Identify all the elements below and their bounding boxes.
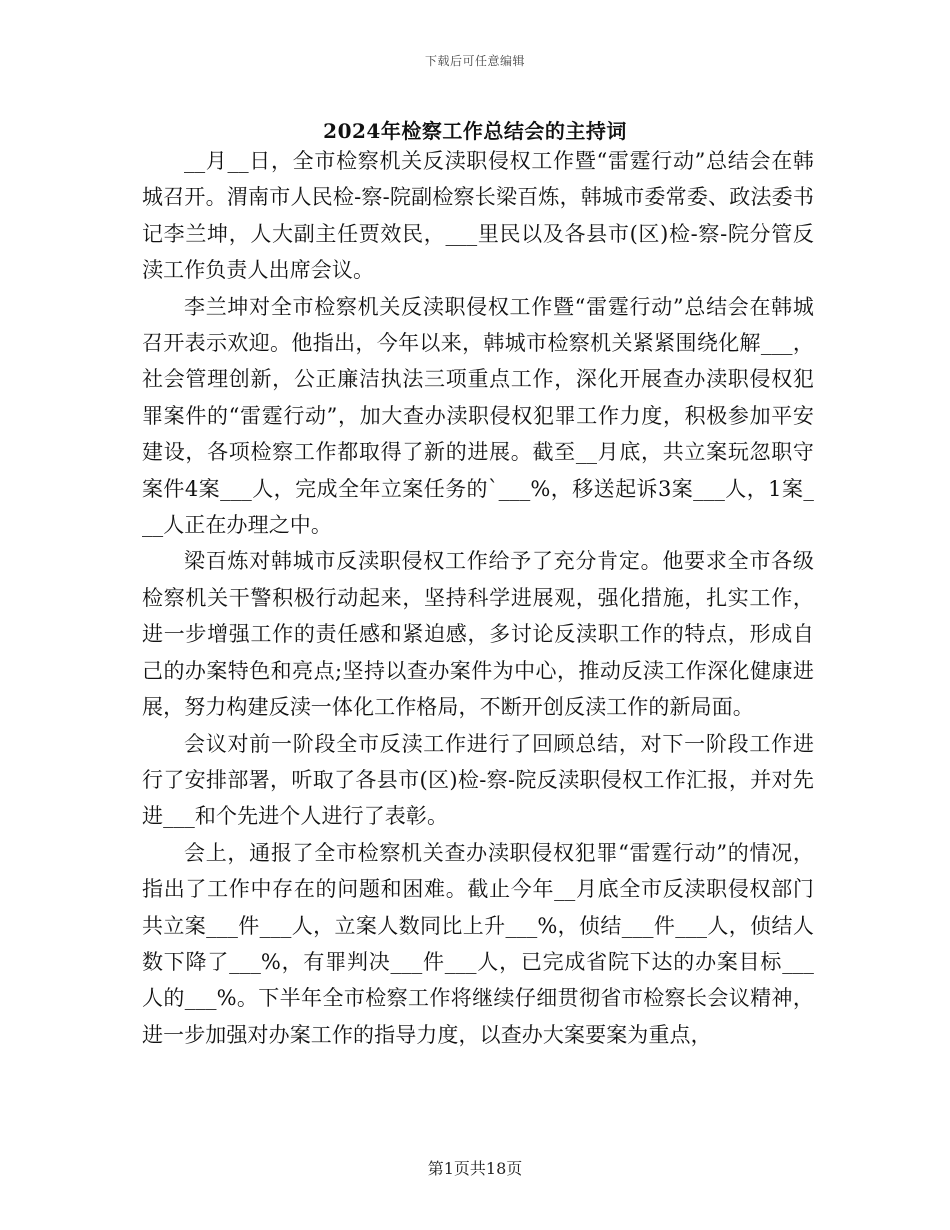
document-title: 2024年检察工作总结会的主持词 <box>323 119 627 143</box>
paragraph-2: 李兰坤对全市检察机关反渎职侵权工作暨“雷霆行动”总结会在韩城召开表示欢迎。他指出，今年以来，韩城市检察机关紧紧围绕化解___，社会管理创新，公正廉洁执法三项重点工作，深化开展查办渎职侵权犯罪案件的“雷霆行动”，加大查办渎职侵权犯罪工作力度，积极参加平安建设，各项检察工作都取得了新的进展。截至__月底，共立案玩忽职守案件4案___人，完成全年立案任务的`___%，移送起诉3案___人，1案___人正在办理之中。 <box>142 294 814 538</box>
document-body <box>142 143 814 1053</box>
paragraph-1: __月__日，全市检察机关反渎职侵权工作暨“雷霆行动”总结会在韩城召开。渭南市人民检-察-院副检察长梁百炼，韩城市委常委、政法委书记李兰坤，人大副主任贾效民，___里民以及各县市(区)检-察-院分管反渎工作负责人出席会议。 <box>142 149 814 283</box>
paragraph-5: 会上，通报了全市检察机关查办渎职侵权犯罪“雷霆行动”的情况，指出了工作中存在的问题和困难。截止今年__月底全市反渎职侵权部门共立案___件___人，立案人数同比上升___%，侦结___件___人，侦结人数下降了___%，有罪判决___件___人，已完成省院下达的办案目标___人的___%。下半年全市检察工作将继续仔细贯彻省市检察长会议精神，进一步加强对办案工作的指导力度，以查办大案要案为重点， <box>142 840 814 1047</box>
paragraph-4: 会议对前一阶段全市反渎工作进行了回顾总结，对下一阶段工作进行了安排部署，听取了各县市(区)检-察-院反渎职侵权工作汇报，并对先进___和个先进个人进行了表彰。 <box>142 731 814 829</box>
paragraph-3: 梁百炼对韩城市反渎职侵权工作给予了充分肯定。他要求全市各级检察机关干警积极行动起来，坚持科学进展观，强化措施，扎实工作，进一步增强工作的责任感和紧迫感，多讨论反渎职工作的特点，形成自己的办案特色和亮点;坚持以查办案件为中心，推动反渎工作深化健康进展，努力构建反渎一体化工作格局，不断开创反渎工作的新局面。 <box>142 549 814 720</box>
page-number-footer: 第1页共18页 <box>427 1159 523 1178</box>
page-header-note: 下载后可任意编辑 <box>424 54 525 68</box>
